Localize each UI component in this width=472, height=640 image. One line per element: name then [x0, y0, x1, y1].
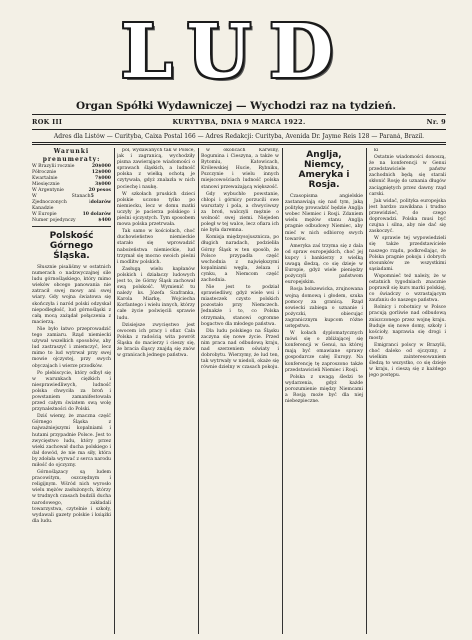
issue-number: Nr. 9 — [426, 118, 446, 126]
article-paragraph: Rosja bolszewicka, zrujnowana wojną domową i głodem, szuka pomocy za granicą. Rząd sowiecki zabiega o uznanie i pożyczki, obiecując zagranicznym kupcom różne ustępstwa. — [285, 287, 363, 329]
column-4 — [285, 148, 363, 634]
address-line: Adres dla Listów — Curityba, Caixa Postal 166 — Adres Redakcji: Curityba, Avenida Dr. Jayme Reis 128 — Paraná, Brazil. — [53, 133, 425, 140]
subscription-label: Kwartalnie — [32, 176, 58, 181]
subscription-price: $400 — [98, 218, 111, 223]
article-paragraph: W szkołach pruskich dzieci polskie uczono tylko po niemiecku, lecz w domu matki uczyły je pacierza polskiego i pieśni ojczystych. Tym sposobem mowa polska przetrwała. — [117, 191, 195, 228]
subscription-row — [32, 194, 111, 212]
article-paragraph: Nie jest to podział sprawiedliwy, gdyż wiele wsi i miasteczek czysto polskich pozostało przy Niemczech. Jednakże i to, co Polska otrzymała, stanowi ogromne bogactwo dla młodego państwa. — [201, 285, 279, 327]
column-divider — [366, 148, 367, 634]
subscription-label: W Stanach Zjednoczonych i Kanadzie — [32, 194, 91, 211]
subscription-price: 5 dolarów — [90, 194, 111, 205]
top-rule — [32, 114, 446, 115]
article-paragraph: Słusznie pisaliśmy w ostatnich numerach o nadzwyczajnej sile ludu górnośląskiego, który mimo wieków obcego panowania nie zatracił swej mowy ani swej wiary. Gdy wojna światowa się skończyła i naród polski odzyskał niepodległość, lud górnośląski z całą mocą zażądał połączenia z macierzą. — [32, 265, 111, 325]
article-paragraph: ki — [374, 148, 379, 153]
article-paragraph: Dziś wiemy, że znaczna część Górnego Śląska z najważniejszymi kopalniami i hutami przypadnie Polsce. Jest to zwycięstwo ludu, który przez wieki zachował ducha polskiego i dał dowód, że nie ma siły, która by zdołała wyrwać z serca narodu miłość do ojczyzny. — [32, 414, 111, 468]
column-2 — [117, 148, 195, 634]
article-paragraph: pol, wydawanych tak w Polsce, jak i zagranicą, wychodziły pisma zawierające wiadomości o sprawach śląskich, a ludność polska z wielką ochotą je czytywała, gdyż znalazła w nich pociechę i naukę. — [117, 148, 195, 190]
subscription-price: 12$000 — [91, 170, 111, 175]
article-paragraph: Zasługą wielu kapłanów polskich i działaczy ludowych jest to, że Górny Śląsk zachował swą polskość. Wymienić tu należy ks. Józefa Szafranka, Karola Miarkę, Wojciecha Korfantego i wielu innych, którzy całe życie poświęcili sprawie ludu. — [117, 266, 195, 321]
column-1 — [32, 148, 111, 634]
article-paragraph: Jak widać, polityka europejska jest bardzo zawikłana i trudno przewidzieć, do czego doprowadzi. Polska musi być czujna i silna, aby nie dać się zaskoczyć. — [369, 198, 446, 235]
subscription-price: 10 dolarów — [82, 212, 111, 217]
mid-rule — [32, 129, 446, 130]
article-paragraph: Komisja międzysojusznicza, po długich naradach, podzieliła Górny Śląsk w ten sposób, że Polsce przypadła część wschodnia z największymi kopalniami węgla, żelaza i cynku, a Niemcom część zachodnia. — [201, 235, 279, 283]
article-paragraph: W kołach dyplomatycznych mówi się o zbliżającej się konferencji w Genui, na której mają być omawiane sprawy gospodarcze całej Europy. Na konferencję tę zaproszono także przedstawicieli Niemiec i Rosji. — [285, 331, 363, 373]
subscription-box — [32, 148, 111, 227]
article-heading: Polskość Górnego Śląska. — [49, 231, 94, 261]
column-5 — [369, 148, 446, 634]
header-bottom-rule — [32, 142, 446, 145]
article-paragraph: Ostatnie wiadomości donoszą, że na konferencji w Genui przedstawiciele państw zachodnich będą się starali skłonić Rosję do uznania długów zaciągniętych przez dawny rząd carski. — [369, 155, 446, 197]
subscription-row — [32, 218, 111, 224]
article-paragraph: Gdy wybuchło powstanie, chłopi i górnicy porzucili swe warsztaty i pola, a chwyciwszy za broń, walczyli mężnie o wolność swej ziemi. Niejeden poległ w tej walce, lecz ofiara ich nie była daremna. — [201, 191, 279, 234]
column-divider — [198, 148, 199, 634]
article-paragraph: Wspomnieć też należy, że w ostatnich tygodniach znacznie poprawił się kurs marki polskiej, co świadczy o wzrastającym zaufaniu do naszego państwa. — [369, 273, 446, 304]
subscription-label: Półrocznie — [32, 170, 57, 175]
subscription-label: Numer pojedynczy — [32, 218, 76, 223]
subscription-price: 7$000 — [95, 176, 111, 181]
article-paragraph: Czasopisma angielskie zastanawiają się nad tym, jaką politykę prowadzić będzie Anglja wobec Niemiec i Rosji. Zdaniem wielu mężów stanu Anglja pragnie odbudowy Niemiec, aby mieć w nich odbiorcę swych towarów. — [285, 194, 363, 242]
city-date: KURYTYBA, DNIA 9 MARCA 1922. — [172, 118, 306, 126]
subscription-label: W Brazylii rocznie — [32, 164, 75, 169]
article-paragraph: Ameryka zaś trzyma się z dala od spraw europejskich, choć jej kupcy i bankierzy z wielką uwagą śledzą, co się dzieje w Europie, gdyż wiele pieniędzy pożyczyli państwom europejskim. — [285, 243, 363, 286]
article-paragraph: W sprawie tej wypowiedzieli się także przedstawiciele naszego rządu, podkreślając, że Polska pragnie pokoju i dobrych stosunków ze wszystkimi sąsiadami. — [369, 236, 446, 272]
article-paragraph: w okolicach Karwiny, Bogumina i Cieszyna, a także w Bytomiu, Katowicach, Królewskiej Hucie, Rybniku, Pszczynie i wielu innych miejscowościach ludność polska stanowi przeważającą większość. — [201, 148, 279, 190]
subscription-label: W Europie — [32, 212, 57, 217]
subscription-price: 20$000 — [91, 164, 111, 169]
article-paragraph: Tak samo w kościołach, choć duchowieństwo niemieckie starało się wprowadzić nabożeństwa niemieckie, lud trzymał się mocno swoich pieśni i modlitw polskich. — [117, 229, 195, 265]
subscription-title: Warunki prenumeraty: — [42, 148, 101, 163]
article-paragraph: Nie było łatwo przeprowadzić tego zamiaru. Rząd niemiecki używał wszelkich sposobów, aby lud zastraszyć i zniemczyć, lecz mimo to lud wytrwał przy swej mowie ojczystej, przy swych obyczajach i wierze przodków. — [32, 326, 111, 369]
column-divider — [114, 148, 115, 634]
article-paragraph: Rolnicy i robotnicy w Polsce pracują gorliwie nad odbudową zniszczonego przez wojnę kraju. Buduje się nowe domy, szkoły i kościoły, naprawia się drogi i mosty. — [369, 305, 446, 341]
article-paragraph: Górnoślązacy są ludem pracowitym, oszczędnym i religijnym. Wśród nich wyrosło wielu mężów zasłużonych, którzy w trudnych czasach budzili ducha narodowego, zakładali towarzystwa, czytelnie i szkoły, wydawali gazety polskie i książki dla ludu. — [32, 470, 111, 524]
newspaper-subtitle: Organ Spółki Wydawniczej — Wychodzi raz na tydzień. — [75, 100, 397, 112]
column-3 — [201, 148, 279, 634]
issue-info-line — [32, 118, 446, 128]
article-paragraph: Dzisiejsze zwycięstwo jest owocem ich pracy i ofiar. Cała Polska z radością wita powrót Śląska do macierzy i cieszy się, że bracia śląscy znajdą się znów w granicach jednego państwa. — [117, 322, 195, 359]
year-label: ROK III — [32, 118, 63, 126]
article-heading: Anglja, Niemcy, Ameryka i Rosja. — [298, 150, 350, 190]
masthead — [60, 10, 412, 94]
article-paragraph: Dla ludu polskiego na Śląsku zaczyna się nowe życie. Przed nim praca nad odbudową kraju, nad szerzeniem oświaty i dobrobytu. Wierzymy, że lud ten, tak wytrwały w niedoli, okaże się równie dzielny w czasach pokoju. — [201, 328, 279, 371]
subscription-price: 20 pesos — [88, 188, 111, 193]
article-paragraph: Emigranci polscy w Brazylii, choć daleko od ojczyzny, z wielkim zainteresowaniem śledzą to wszystko, co się dzieje w kraju, i cieszą się z każdego jego postępu. — [369, 342, 446, 379]
article-paragraph: Po plebiscycie, który odbył się w warunkach ciężkich i niesprawiedliwych, ludność polska chwyciła za broń i powstaniem zamanifestowała przed całym światem swą wolę przynależności do Polski. — [32, 370, 111, 413]
subscription-label: Miesięcznie — [32, 182, 60, 187]
article-paragraph: Polska z uwagą śledzi te wydarzenia, gdyż każde porozumienie między Niemcami a Rosją może być dla niej niebezpieczne. — [285, 374, 363, 405]
subscription-price: 3$000 — [95, 182, 111, 187]
subscription-label: W Argentynie — [32, 188, 64, 193]
column-divider — [282, 148, 283, 634]
newspaper-title: LUD — [120, 9, 352, 95]
